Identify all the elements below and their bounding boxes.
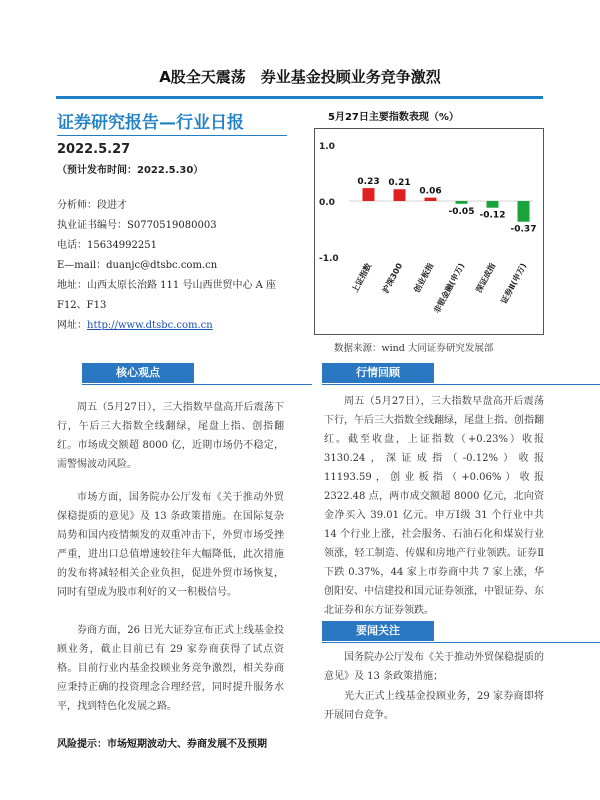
- website-label: 网址：: [57, 320, 87, 331]
- publish-date: （预计发布时间：2022.5.30）: [57, 165, 204, 176]
- category-label: 深证成指: [474, 261, 498, 295]
- category-label: 非银金融(申万): [432, 261, 467, 315]
- bar: [456, 201, 468, 204]
- website-link[interactable]: http://www.dtsbc.com.cn: [87, 320, 213, 331]
- headline: A股全天震荡 券业基金投顾业务竞争激烈: [159, 68, 441, 86]
- core-paragraph-3: 券商方面，26 日光大证券宣布正式上线基金投顾业务，截止目前已有 29 家券商获得了试点资格。目前行业内基金投顾业务竞争激烈，相关券商应秉持正确的投资理念合理经营，同时提升服务水平，找到特色化发展之路。: [57, 625, 284, 712]
- report-title: 证券研究报告—行业日报: [57, 113, 244, 133]
- category-label: 证券Ⅱ(申万): [499, 261, 529, 306]
- analyst-email: E—mail：duanjc@dtsbc.com.cn: [57, 260, 218, 271]
- title-rule: [57, 135, 287, 136]
- market-review-paragraph: 周五（5月27日），三大指数早盘高开后震荡下行，午后三大指数全线翻绿，尾盘上指、创指翻红。截至收盘，上证指数（+0.23%）收报 3130.24，深证成指（-0.12%）收报 11193.59，创业板指（+0.06%）收报 2322.48 点，两市成交额超 8000 亿元，北向资金净买入 39.01 亿元。申万Ⅰ级 31 个行业中共 14 个行业上涨，社会服务、石油石化和煤炭行业领涨，轻工制造、传媒和房地产行业领跌。证券Ⅱ下跌 0.37%，44 家上市券商中共 7 家上涨，华创阳安、中信建投和国元证券领涨，中银证券、东北证券和东方证券领跌。: [324, 396, 544, 616]
- data-label: 0.23: [357, 177, 380, 188]
- y-tick-label: 0.0: [319, 198, 335, 208]
- bar: [487, 201, 499, 208]
- data-label: 0.06: [419, 186, 442, 197]
- category-label: 上证指数: [350, 261, 374, 295]
- analyst-address: 地址：山西太原长治路 111 号山西世贸中心 A 座 F12、F13: [57, 280, 277, 311]
- market-review-header: 行情回顾: [322, 363, 434, 383]
- chart-title: 5月27日主要指数表现（%）: [328, 112, 459, 123]
- news-header: 要闻关注: [322, 621, 434, 641]
- data-label: -0.12: [479, 210, 506, 221]
- risk-warning: 风险提示：市场短期波动大、券商发展不及预期: [57, 739, 267, 750]
- data-label: -0.37: [510, 224, 537, 235]
- bar: [363, 188, 375, 201]
- analyst-website-row: [57, 316, 297, 336]
- data-label: 0.21: [388, 178, 411, 189]
- core-paragraph-1: 周五（5月27日），三大指数早盘高开后震荡下行，午后三大指数全线翻绿，尾盘上指、创指翻红。市场成交额超 8000 亿，近期市场仍不稳定，需警惕波动风险。: [57, 402, 284, 470]
- core-paragraph-2: 市场方面，国务院办公厅发布《关于推动外贸保稳提质的意见》及 13 条政策措施。在国际复杂局势和国内疫情频发的双重冲击下，外贸市场受挫严重，进出口总值增速较往年大幅降低，此次措施的发布将减轻相关企业负担，促进外贸市场恢复，同时有望成为股市利好的又一积极信号。: [57, 492, 284, 598]
- bar: [394, 189, 406, 201]
- y-tick-label: 1.0: [319, 142, 335, 152]
- chart-source: 数据来源：wind 大同证券研究发展部: [334, 343, 494, 354]
- bar: [518, 201, 530, 222]
- chart-box: [314, 128, 544, 335]
- news-paragraph-2: 光大正式上线基金投顾业务，29 家券商即将开展同台竞争。: [324, 691, 544, 721]
- top-rule: [56, 96, 543, 99]
- category-label: 创业板指: [412, 261, 436, 295]
- data-label: -0.05: [448, 206, 475, 217]
- analyst-cert: 执业证书编号：S0770519080003: [57, 220, 217, 231]
- index-bar-chart: [315, 129, 543, 334]
- news-paragraph-1: 国务院办公厅发布《关于推动外贸保稳提质的意见》及 13 条政策措施；: [324, 652, 544, 682]
- analyst-phone: 电话：15634992251: [57, 240, 157, 251]
- report-date: 2022.5.27: [57, 142, 131, 157]
- analyst-name: 分析师：段进才: [57, 200, 127, 211]
- category-label: 沪深300: [380, 261, 405, 295]
- y-tick-label: -1.0: [319, 254, 339, 264]
- core-view-header: 核心观点: [82, 363, 194, 383]
- analyst-info: [57, 196, 297, 336]
- bar: [425, 198, 437, 201]
